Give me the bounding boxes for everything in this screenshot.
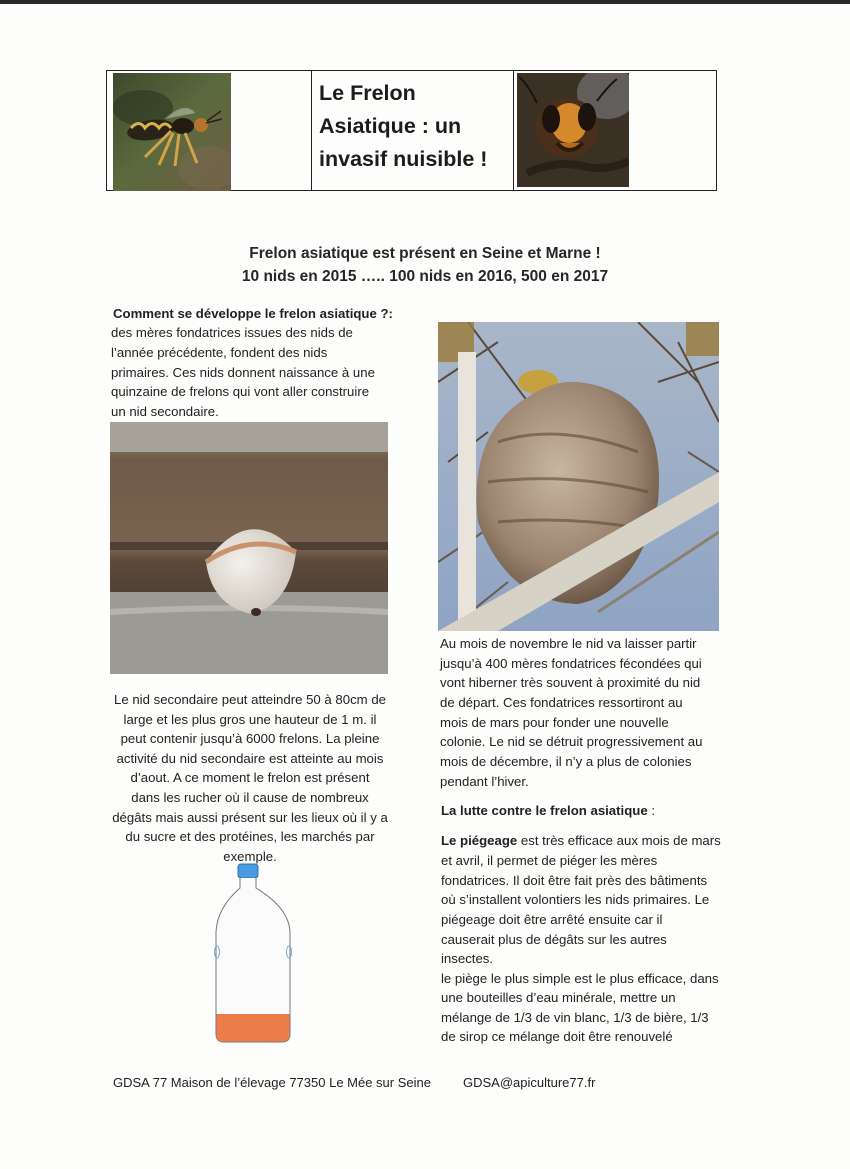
piegeage-line-3: fondatrices. Il doit être fait près des bâtiments xyxy=(441,873,708,888)
piegeage-label: Le piégeage xyxy=(441,833,518,848)
header-table xyxy=(106,70,717,191)
november-line-7: mois de décembre, il n’y a plus de colonies xyxy=(440,754,692,769)
bottle-cap xyxy=(238,864,258,878)
november-line-2: jusqu’à 400 mères fondatrices fécondées qui xyxy=(440,656,702,671)
piegeage-line-4: où s’installent volontiers les nids primaires. Le xyxy=(441,892,710,907)
secondary-line-5: d’aout. A ce moment le frelon est présent xyxy=(130,770,370,786)
headline-line-1: Frelon asiatique est présent en Seine et Marne ! xyxy=(249,245,601,262)
development-heading: Comment se développe le frelon asiatique ?: xyxy=(113,306,393,321)
secondary-line-3: peut contenir jusqu’à 6000 frelons. La pleine xyxy=(120,731,380,747)
november-line-5: mois de mars pour fonder une nouvelle xyxy=(440,715,669,730)
scan-edge xyxy=(0,0,850,4)
november-line-4: de départ. Ces fondatrices ressortiront au xyxy=(440,695,683,710)
secondary-line-8: du sucre et des protéines, les marchés par xyxy=(125,829,375,845)
piegeage-line-7: insectes. xyxy=(441,951,494,966)
secondary-line-1: Le nid secondaire peut atteindre 50 à 80cm de xyxy=(114,692,386,707)
header-cell-left xyxy=(107,71,312,190)
piegeage-line-5: piégeage doit être arrêté ensuite car il xyxy=(441,912,663,927)
intro-line-1: des mères fondatrices issues des nids de xyxy=(111,325,353,340)
november-line-3: vont hiberner très souvent à proximité du nid xyxy=(440,675,701,690)
intro-line-4: quinzaine de frelons qui vont aller construire xyxy=(111,384,370,399)
intro-line-2: l’année précédente, fondent des nids xyxy=(111,345,328,360)
header-title-cell xyxy=(312,71,514,190)
piegeage-line-1 xyxy=(441,831,721,851)
header-cell-right xyxy=(514,71,716,190)
title-line-1: Le Frelon xyxy=(319,81,416,105)
intro-line-5: un nid secondaire. xyxy=(111,404,219,419)
november-line-6: colonie. Le nid se détruit progressivement au xyxy=(440,734,703,749)
primary-nest-photo xyxy=(110,422,388,674)
piegeage-line-1-text: est très efficace aux mois de mars xyxy=(517,833,721,848)
piegeage-line-11: de sirop ce mélange doit être renouvelé xyxy=(441,1029,673,1044)
lutte-heading xyxy=(441,801,655,821)
title-line-2: Asiatique : un xyxy=(319,114,462,138)
trap-liquid xyxy=(217,1014,290,1042)
piegeage-line-6: causerait plus de dégâts sur les autres xyxy=(441,932,667,947)
piegeage-line-2: et avril, il permet de piéger les mères xyxy=(441,853,658,868)
intro-line-3: primaires. Ces nids donnent naissance à une xyxy=(111,365,375,380)
november-line-8: pendant l’hiver. xyxy=(440,774,529,789)
hornet-side-photo xyxy=(113,73,231,191)
piegeage-line-9: une bouteilles d’eau minérale, mettre un xyxy=(441,990,676,1005)
secondary-line-4: activité du nid secondaire est atteinte au mois xyxy=(116,750,384,766)
headline-line-2: 10 nids en 2015 ….. 100 nids en 2016, 500 en 2017 xyxy=(241,268,609,285)
lutte-heading-colon: : xyxy=(647,803,655,818)
piegeage-line-8: le piège le plus simple est le plus efficace, dans xyxy=(441,971,719,986)
secondary-line-2: large et les plus gros une hauteur de 1 m. il xyxy=(123,711,377,727)
secondary-line-6: dans les rucher où il cause de nombreux xyxy=(131,789,369,805)
secondary-line-7: dégâts mais aussi présent sur les lieux où il y a xyxy=(112,809,388,825)
secondary-nest-photo xyxy=(438,322,719,631)
lutte-heading-text: La lutte contre le frelon asiatique xyxy=(441,803,648,818)
footer-email: GDSA@apiculture77.fr xyxy=(463,1075,596,1090)
bottle-trap-drawing xyxy=(205,862,305,1044)
hornet-face-photo xyxy=(517,73,629,187)
footer-address: GDSA 77 Maison de l’élevage 77350 Le Mée sur Seine xyxy=(113,1075,431,1090)
piegeage-line-10: mélange de 1/3 de vin blanc, 1/3 de bière, 1/3 xyxy=(441,1010,709,1025)
title-line-3: invasif nuisible ! xyxy=(319,147,488,171)
secondary-nest-paragraph xyxy=(100,690,400,866)
secondary-line-9: exemple. xyxy=(223,848,277,864)
november-line-1: Au mois de novembre le nid va laisser partir xyxy=(440,636,697,651)
